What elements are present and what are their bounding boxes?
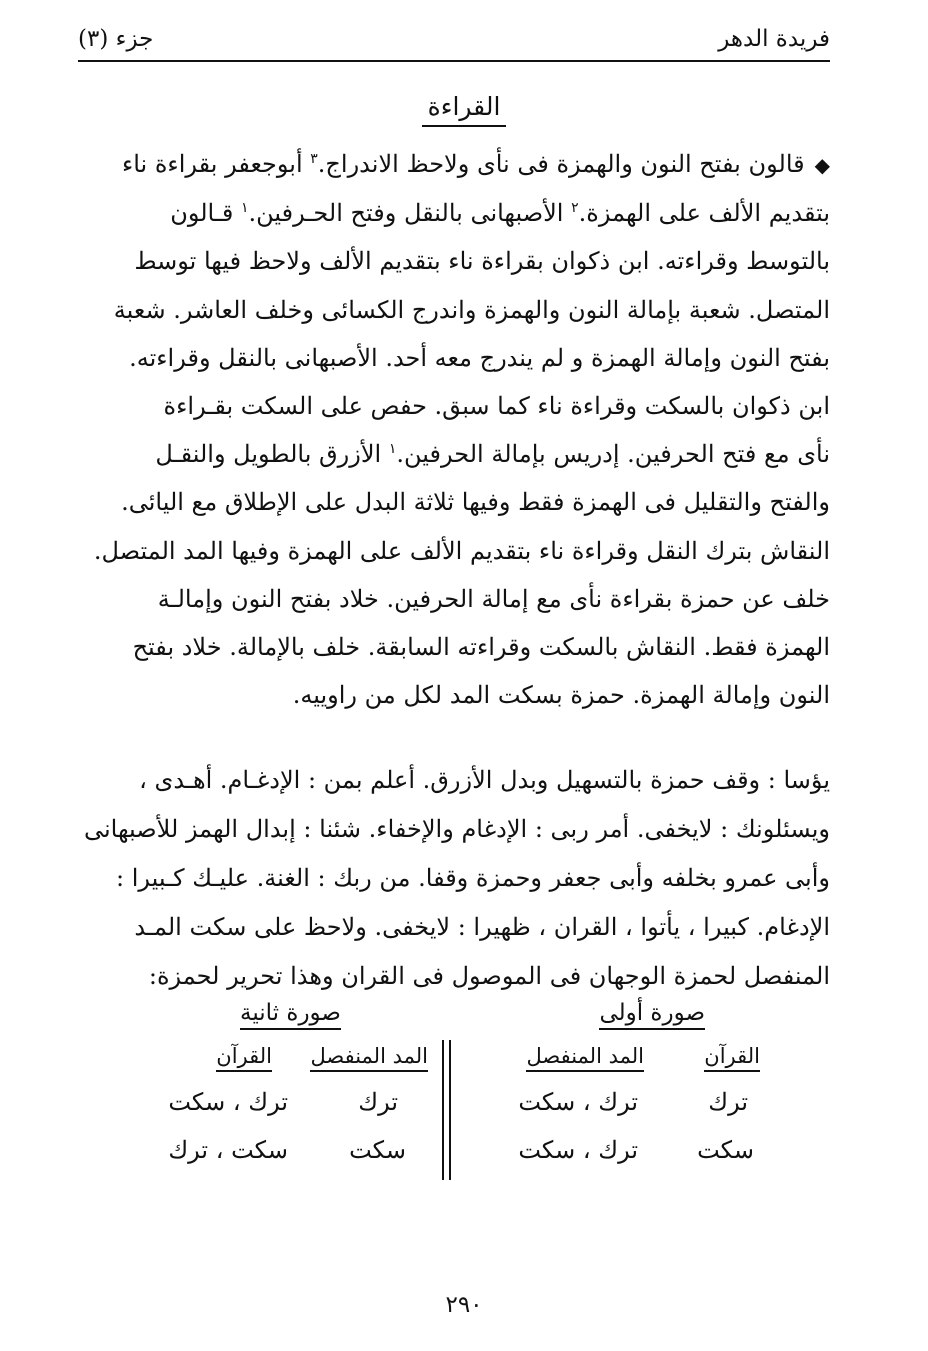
text-line: ويسئلونك : لايخفى. أمر ربى : الإدغام والإخفاء. شئنا : إبدال الهمز للأصبهانى (84, 815, 830, 843)
paragraph-words (78, 756, 830, 1001)
form1-header-quran: القرآن (704, 1044, 760, 1072)
form2-cell: ترك (358, 1088, 398, 1116)
text-segment: قالون بفتح النون والهمزة فى نأى ولاحظ الاندراج. (317, 150, 805, 178)
text-line: النقاش بترك النقل وقراءة ناء بتقديم الألف على الهمزة وفيها المد المتصل. (93, 536, 830, 565)
form2-cell: ترك ، سكت (168, 1088, 288, 1116)
form1-cell: ترك ، سكت (518, 1088, 638, 1116)
footnote-marker: ٢ (571, 200, 579, 217)
text-line: ابن ذكوان بالسكت وقراءة ناء كما سبق. حفص على السكت بقـراءة (163, 392, 830, 421)
text-line: الإدغام. كبيرا ، يأتوا ، القران ، ظهيرا : لايخفى. ولاحظ على سكت المـد (134, 913, 830, 941)
form2-cell: سكت ، ترك (168, 1136, 288, 1164)
text-line: المنفصل لحمزة الوجهان فى الموصول فى القران وهذا تحرير لحمزة: (148, 962, 830, 990)
form2-title: صورة ثانية (240, 1000, 341, 1030)
form1-title: صورة أولى (599, 1000, 705, 1030)
text-line: يؤسا : وقف حمزة بالتسهيل وبدل الأزرق. أعلم بمن : الإدغـام. أهـدى ، (139, 766, 830, 794)
form1-cell: ترك ، سكت (518, 1136, 638, 1164)
text-line (78, 430, 830, 478)
hamza-table (140, 1000, 760, 1190)
form2-header-madd: المد المنفصل (310, 1044, 428, 1072)
text-segment: أبوجعفر بقراءة ناء (121, 150, 303, 178)
footnote-marker: ٣ (310, 151, 318, 167)
text-line: بالتوسط وقراءته. ابن ذكوان بقراءة ناء بتقديم الألف ولاحظ فيها توسط (134, 247, 830, 276)
bullet-diamond-icon: ◆ (814, 153, 830, 177)
text-line: والفتح والتقليل فى الهمزة فقط وفيها ثلاثة البدل على الإطلاق مع اليائى. (121, 488, 830, 517)
form2-cell: سكت (349, 1136, 406, 1164)
page-header (78, 18, 830, 58)
section-title-text: القراءة (422, 92, 507, 127)
footnote-marker: ١ (241, 200, 249, 217)
form1-cell: سكت (697, 1136, 754, 1164)
header-rule (78, 60, 830, 62)
form1-header-madd: المد المنفصل (526, 1044, 644, 1072)
form2-header-quran: القرآن (216, 1044, 272, 1072)
part-label: جزء (٣) (78, 26, 154, 52)
text-segment: الأزرق بالطويل والنقـل (155, 440, 382, 469)
footnote-marker: ١ (388, 441, 397, 458)
form1-cell: ترك (708, 1088, 748, 1116)
paragraph-readings (78, 140, 830, 719)
text-line: المتصل. شعبة بإمالة النون والهمزة واندرج الكسائى وخلف العاشر. شعبة (113, 295, 830, 324)
table-divider (442, 1040, 451, 1180)
text-line (78, 189, 830, 237)
book-title: فريدة الدهر (718, 26, 830, 52)
text-segment: نأى مع فتح الحرفين. إدريس بإمالة الحرفين. (396, 440, 830, 469)
text-segment: الأصبهانى بالنقل وفتح الحـرفين. (248, 199, 564, 228)
text-segment: قـالون (170, 199, 234, 228)
text-segment: بتقديم الألف على الهمزة. (578, 199, 830, 228)
text-line: خلف عن حمزة بقراءة نأى مع إمالة الحرفين. خلاد بفتح النون وإمالـة (157, 584, 830, 613)
page-number: ٢٩٠ (445, 1292, 483, 1318)
text-line: بفتح النون وإمالة الهمزة و لم يندرج معه أحد. الأصبهانى بالنقل وقراءته. (129, 343, 830, 372)
text-line: النون وإمالة الهمزة. حمزة بسكت المد لكل من راوييه. (292, 681, 830, 710)
section-title (0, 92, 928, 127)
text-line: الهمزة فقط. النقاش بالسكت وقراءته السابقة. خلف بالإمالة. خلاد بفتح (132, 633, 830, 662)
text-line (78, 140, 830, 189)
text-line: وأبى عمرو بخلفه وأبى جعفر وحمزة وقفا. من ربك : الغنة. عليـك كـبيرا : (116, 864, 830, 892)
